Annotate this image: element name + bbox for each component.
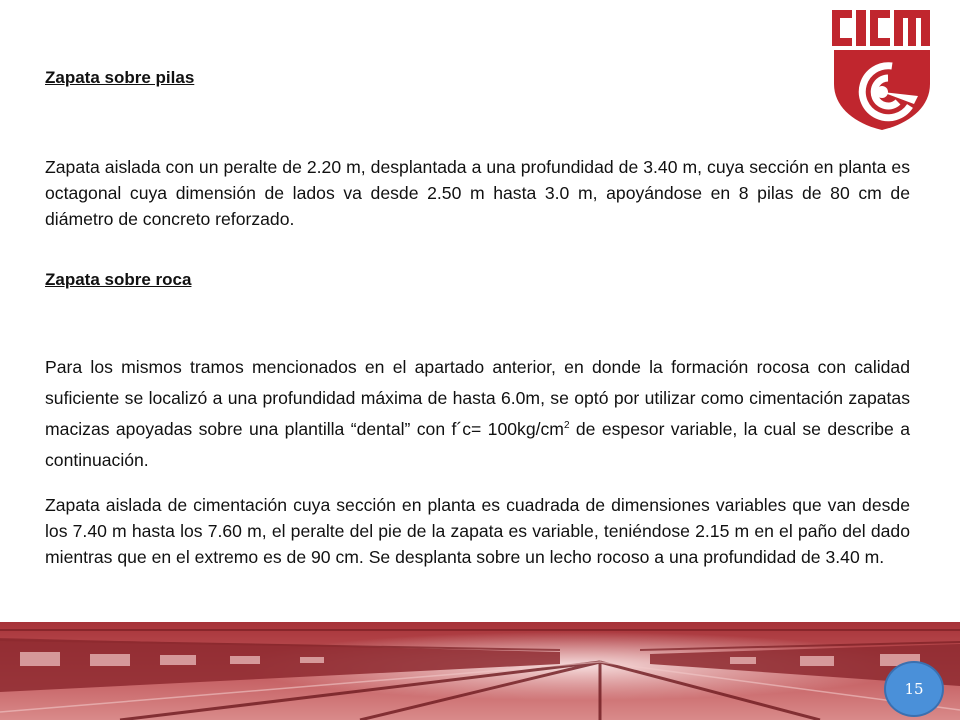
heading-zapata-sobre-pilas: Zapata sobre pilas — [45, 68, 195, 87]
paragraph-zapata-aislada: Zapata aislada de cimentación cuya sección en planta es cuadrada de dimensiones variables que van desde los 7.40 m hasta los 7.60 m, el peralte del pie de la zapata es variable, teniéndose 2.15 m en el paño del dado mientras que en el extremo es de 90 cm. Se desplanta sobre un lecho rocoso a una profundidad de 3.40 m. — [45, 495, 910, 567]
page-number-badge — [884, 661, 944, 717]
page-number: 15 — [904, 680, 924, 698]
heading-zapata-sobre-roca: Zapata sobre roca — [45, 270, 192, 289]
cicm-logo — [830, 6, 934, 130]
superscript-2: 2 — [563, 420, 570, 432]
paragraph-roca-text-2: de espesor variable, la cual se describe a continuación. — [45, 419, 910, 470]
paragraph-pilas: Zapata aislada con un peralte de 2.20 m, desplantada a una profundidad de 3.40 m, cuya sección en planta es octagonal cuya dimensión de lados va desde 2.50 m hasta 3.0 m, apoyándose en 8 pilas de 80 cm de diámetro de concreto reforzado. — [45, 157, 910, 229]
footer-banner-image — [0, 622, 960, 720]
paragraph-roca-text-1: Para los mismos tramos mencionados en el apartado anterior, en donde la formación rocosa con calidad suficiente se localizó a una profundidad máxima de hasta 6.0m, se optó por utilizar como cimentación zapatas macizas apoyadas sobre una plantilla “dental” con f´c= 100kg/cm — [45, 357, 910, 439]
paragraph-roca — [45, 352, 910, 476]
